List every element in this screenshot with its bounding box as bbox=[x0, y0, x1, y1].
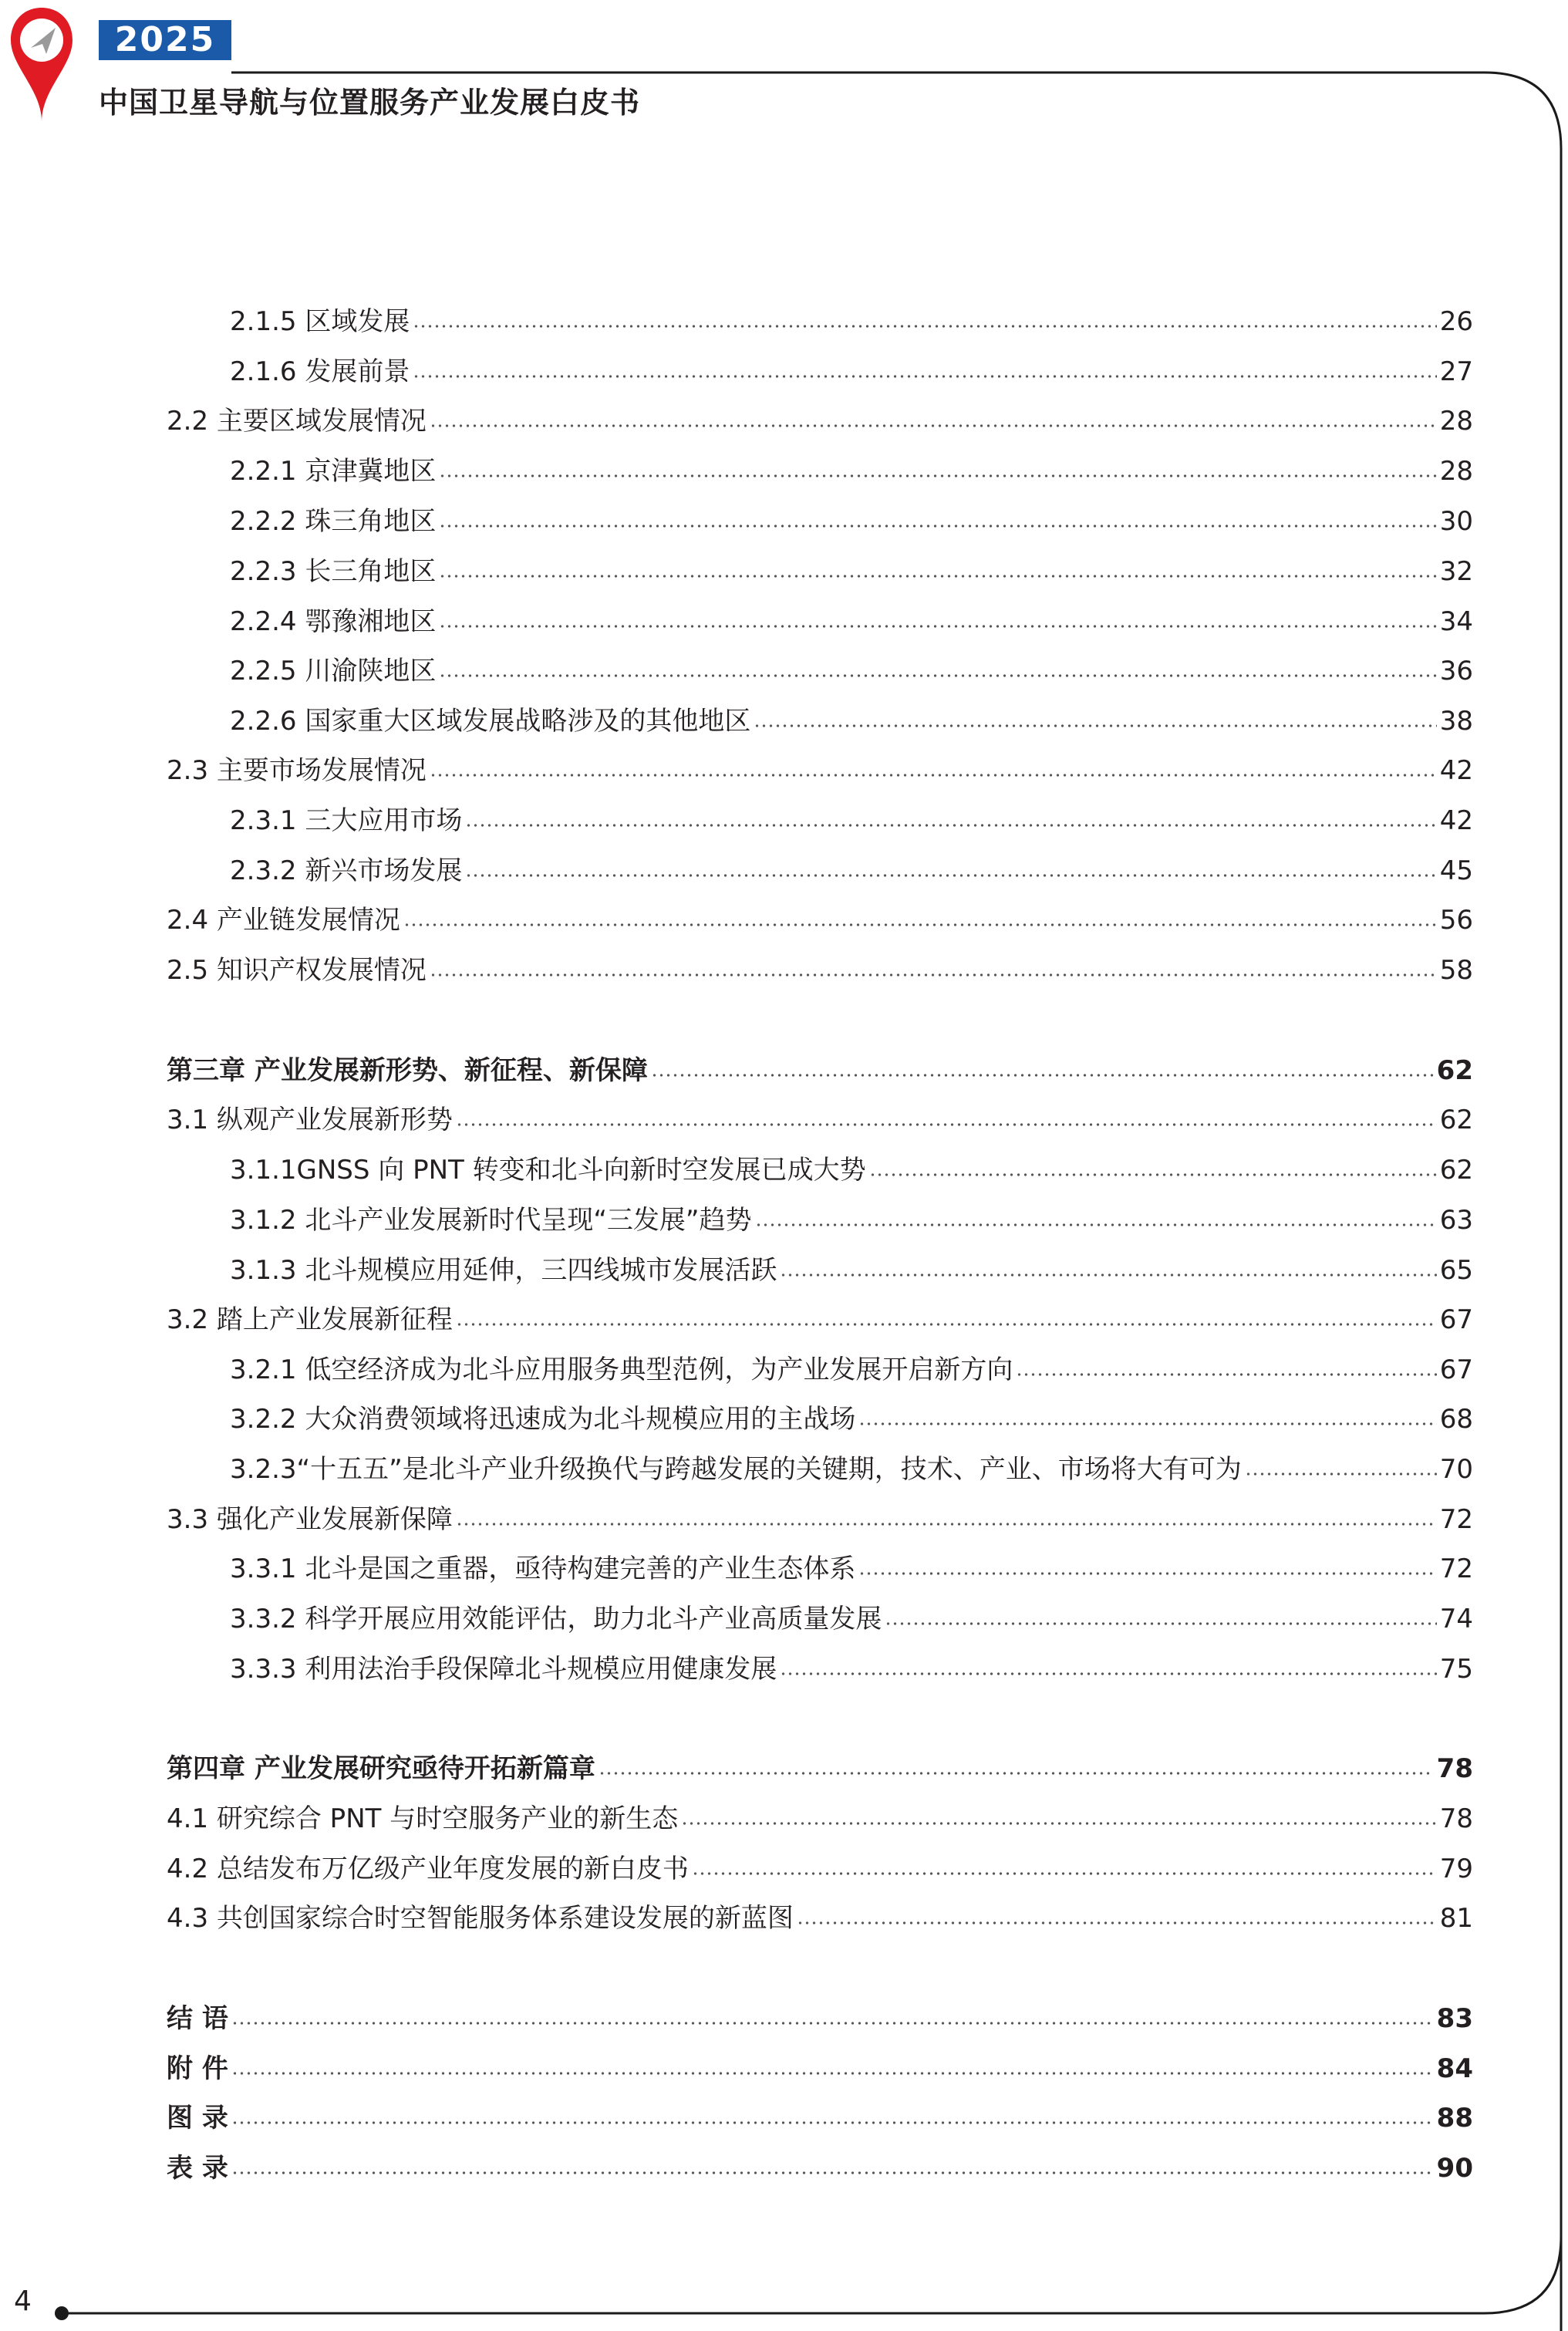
dot-leader bbox=[430, 771, 1437, 779]
toc-entry[interactable] bbox=[167, 1901, 1473, 1936]
toc-entry[interactable] bbox=[230, 1551, 1473, 1587]
toc-entry-page: 42 bbox=[1439, 755, 1473, 786]
dot-leader bbox=[231, 2119, 1434, 2127]
toc-entry-page: 38 bbox=[1439, 706, 1473, 737]
toc-entry-title: 2.4 产业链发展情况 bbox=[167, 905, 400, 936]
dot-leader bbox=[755, 1221, 1437, 1229]
toc-entry[interactable] bbox=[230, 1651, 1473, 1687]
dot-leader bbox=[456, 1121, 1437, 1128]
dot-leader bbox=[413, 322, 1436, 330]
toc-entry-title: 2.3.1 三大应用市场 bbox=[230, 805, 463, 836]
toc-entry[interactable] bbox=[230, 454, 1473, 489]
toc-entry-page: 67 bbox=[1439, 1304, 1473, 1335]
dot-leader bbox=[430, 971, 1437, 979]
toc-entry-page: 74 bbox=[1439, 1604, 1473, 1634]
toc-entry[interactable] bbox=[230, 304, 1473, 339]
toc-entry-page: 62 bbox=[1439, 1105, 1473, 1135]
toc-entry-title: 3.3.2 科学开展应用效能评估，助力北斗产业高质量发展 bbox=[230, 1604, 882, 1634]
toc-entry-page: 70 bbox=[1439, 1454, 1473, 1485]
toc-entry[interactable] bbox=[167, 403, 1473, 439]
dot-leader bbox=[869, 1171, 1437, 1179]
toc-entry-title: 2.1.6 发展前景 bbox=[230, 356, 410, 387]
dot-leader bbox=[858, 1420, 1436, 1428]
dot-leader bbox=[681, 1820, 1437, 1827]
toc-entry-page: 83 bbox=[1436, 2003, 1473, 2034]
toc-entry-title: 2.2.6 国家重大区域发展战略涉及的其他地区 bbox=[230, 706, 751, 737]
dot-leader bbox=[439, 622, 1436, 630]
toc-entry-title: 2.2.4 鄂豫湘地区 bbox=[230, 606, 437, 637]
toc-entry[interactable] bbox=[230, 653, 1473, 689]
toc-entry-title: 图 录 bbox=[167, 2103, 228, 2134]
toc-entry-page: 56 bbox=[1439, 905, 1473, 936]
toc-entry-title: 3.2 踏上产业发展新征程 bbox=[167, 1304, 453, 1335]
toc-entry-title: 4.2 总结发布万亿级产业年度发展的新白皮书 bbox=[167, 1854, 689, 1884]
toc-entry-page: 45 bbox=[1439, 855, 1473, 886]
toc-entry-title: 2.2.1 京津冀地区 bbox=[230, 456, 437, 487]
toc-entry-page: 62 bbox=[1436, 1055, 1473, 1086]
toc-entry-page: 78 bbox=[1436, 1753, 1473, 1784]
toc-entry-page: 72 bbox=[1439, 1553, 1473, 1584]
toc-entry-title: 3.2.3“十五五”是北斗产业升级换代与跨越发展的关键期，技术、产业、市场将大有可为 bbox=[230, 1454, 1242, 1485]
dot-leader bbox=[858, 1570, 1436, 1577]
toc-entry-page: 63 bbox=[1439, 1205, 1473, 1236]
toc-entry[interactable] bbox=[167, 2100, 1473, 2136]
toc-entry[interactable] bbox=[167, 1053, 1473, 1088]
toc-entry-title: 3.1 纵观产业发展新形势 bbox=[167, 1105, 453, 1135]
toc-entry[interactable] bbox=[230, 1452, 1473, 1487]
toc-entry-title: 3.3 强化产业发展新保障 bbox=[167, 1504, 453, 1535]
toc-entry-page: 67 bbox=[1439, 1354, 1473, 1385]
toc-entry-page: 79 bbox=[1439, 1854, 1473, 1884]
toc-entry-title: 2.1.5 区域发展 bbox=[230, 306, 410, 337]
dot-leader bbox=[439, 472, 1436, 480]
dot-leader bbox=[231, 2169, 1434, 2177]
toc-entry[interactable] bbox=[230, 1203, 1473, 1238]
toc-entry-page: 28 bbox=[1439, 456, 1473, 487]
header-title: 中国卫星导航与位置服务产业发展白皮书 bbox=[99, 86, 641, 120]
dot-leader bbox=[1245, 1470, 1437, 1478]
toc-entry-title: 3.2.2 大众消费领域将迅速成为北斗规模应用的主战场 bbox=[230, 1404, 856, 1435]
toc-entry[interactable] bbox=[230, 803, 1473, 838]
toc-entry[interactable] bbox=[167, 1851, 1473, 1887]
toc-entry-title: 2.3.2 新兴市场发展 bbox=[230, 855, 463, 886]
toc-entry[interactable] bbox=[230, 554, 1473, 589]
toc-entry-page: 72 bbox=[1439, 1504, 1473, 1535]
toc-entry-title: 3.3.1 北斗是国之重器，亟待构建完善的产业生态体系 bbox=[230, 1553, 856, 1584]
dot-leader bbox=[403, 921, 1437, 929]
page-number: 4 bbox=[14, 2285, 32, 2317]
toc-entry-page: 68 bbox=[1439, 1404, 1473, 1435]
dot-leader bbox=[430, 422, 1437, 430]
toc-entry[interactable] bbox=[230, 354, 1473, 390]
dot-leader bbox=[797, 1919, 1437, 1927]
toc-entry[interactable] bbox=[167, 1801, 1473, 1837]
toc-entry-title: 2.2 主要区域发展情况 bbox=[167, 406, 427, 437]
toc-entry[interactable] bbox=[167, 902, 1473, 938]
toc-entry-page: 75 bbox=[1439, 1654, 1473, 1685]
toc-entry-title: 2.2.5 川渝陕地区 bbox=[230, 656, 437, 686]
dot-leader bbox=[413, 373, 1436, 380]
toc-entry-page: 65 bbox=[1439, 1255, 1473, 1286]
dot-leader bbox=[439, 572, 1436, 580]
toc-entry-title: 3.1.1GNSS 向 PNT 转变和北斗向新时空发展已成大势 bbox=[230, 1155, 866, 1186]
toc-entry-title: 结 语 bbox=[167, 2003, 228, 2034]
toc-entry-page: 90 bbox=[1436, 2153, 1473, 2184]
dot-leader bbox=[465, 821, 1436, 829]
toc-entry[interactable] bbox=[167, 753, 1473, 788]
toc-entry-page: 27 bbox=[1439, 356, 1473, 387]
toc-entry-title: 3.1.3 北斗规模应用延伸，三四线城市发展活跃 bbox=[230, 1255, 777, 1286]
toc-entry[interactable] bbox=[167, 2151, 1473, 2186]
toc-entry[interactable] bbox=[167, 1302, 1473, 1338]
toc-entry[interactable] bbox=[167, 2051, 1473, 2086]
toc-entry[interactable] bbox=[167, 953, 1473, 988]
toc-entry-title: 附 件 bbox=[167, 2053, 228, 2084]
toc-entry-page: 30 bbox=[1439, 506, 1473, 537]
toc-entry-title: 3.3.3 利用法治手段保障北斗规模应用健康发展 bbox=[230, 1654, 777, 1685]
toc-entry-page: 42 bbox=[1439, 805, 1473, 836]
toc-entry[interactable] bbox=[167, 1502, 1473, 1537]
dot-leader bbox=[651, 1071, 1434, 1079]
toc-entry-page: 84 bbox=[1436, 2053, 1473, 2084]
toc-entry-title: 表 录 bbox=[167, 2153, 228, 2184]
dot-leader bbox=[780, 1670, 1436, 1678]
toc-entry-title: 2.2.3 长三角地区 bbox=[230, 556, 437, 587]
year-badge: 2025 bbox=[99, 20, 231, 60]
toc-entry[interactable] bbox=[167, 2001, 1473, 2036]
toc-entry[interactable] bbox=[230, 853, 1473, 889]
dot-leader bbox=[456, 1321, 1437, 1328]
dot-leader bbox=[780, 1271, 1436, 1279]
toc-entry[interactable] bbox=[230, 1253, 1473, 1288]
toc-entry-page: 88 bbox=[1436, 2103, 1473, 2134]
toc-entry-title: 第三章 产业发展新形势、新征程、新保障 bbox=[167, 1055, 648, 1086]
dot-leader bbox=[1016, 1371, 1436, 1378]
dot-leader bbox=[231, 2070, 1434, 2077]
toc-entry-page: 32 bbox=[1439, 556, 1473, 587]
toc-entry-page: 78 bbox=[1439, 1803, 1473, 1834]
dot-leader bbox=[754, 722, 1436, 730]
toc-entry-title: 2.3 主要市场发展情况 bbox=[167, 755, 427, 786]
dot-leader bbox=[885, 1620, 1436, 1628]
toc-entry-title: 2.5 知识产权发展情况 bbox=[167, 955, 427, 986]
toc-entry-page: 62 bbox=[1439, 1155, 1473, 1186]
dot-leader bbox=[456, 1520, 1437, 1528]
toc-entry-page: 26 bbox=[1439, 306, 1473, 337]
toc-entry-title: 2.2.2 珠三角地区 bbox=[230, 506, 437, 537]
toc-entry[interactable] bbox=[167, 1102, 1473, 1138]
toc-entry[interactable] bbox=[230, 1152, 1473, 1188]
toc-entry[interactable] bbox=[230, 1352, 1473, 1388]
toc-entry-page: 58 bbox=[1439, 955, 1473, 986]
toc-entry[interactable] bbox=[230, 703, 1473, 739]
toc-entry-title: 第四章 产业发展研究亟待开拓新篇章 bbox=[167, 1753, 595, 1784]
dot-leader bbox=[231, 2019, 1434, 2027]
toc-entry-title: 4.3 共创国家综合时空智能服务体系建设发展的新蓝图 bbox=[167, 1903, 794, 1934]
toc-entry-page: 36 bbox=[1439, 656, 1473, 686]
toc-entry[interactable] bbox=[230, 1601, 1473, 1637]
toc-entry[interactable] bbox=[230, 604, 1473, 639]
location-pin-icon bbox=[8, 5, 76, 124]
toc-entry-page: 34 bbox=[1439, 606, 1473, 637]
dot-leader bbox=[692, 1870, 1437, 1877]
toc-entry-title: 3.2.1 低空经济成为北斗应用服务典型范例，为产业发展开启新方向 bbox=[230, 1354, 1013, 1385]
toc-entry-page: 81 bbox=[1439, 1903, 1473, 1934]
toc-entry-title: 3.1.2 北斗产业发展新时代呈现“三发展”趋势 bbox=[230, 1205, 752, 1236]
toc-entry[interactable] bbox=[230, 504, 1473, 539]
dot-leader bbox=[439, 522, 1436, 530]
dot-leader bbox=[599, 1769, 1434, 1777]
dot-leader bbox=[439, 672, 1436, 680]
dot-leader bbox=[465, 872, 1436, 879]
toc-entry-page: 28 bbox=[1439, 406, 1473, 437]
toc-entry-title: 4.1 研究综合 PNT 与时空服务产业的新生态 bbox=[167, 1803, 679, 1834]
toc-entry[interactable] bbox=[230, 1402, 1473, 1437]
toc-entry[interactable] bbox=[167, 1751, 1473, 1786]
